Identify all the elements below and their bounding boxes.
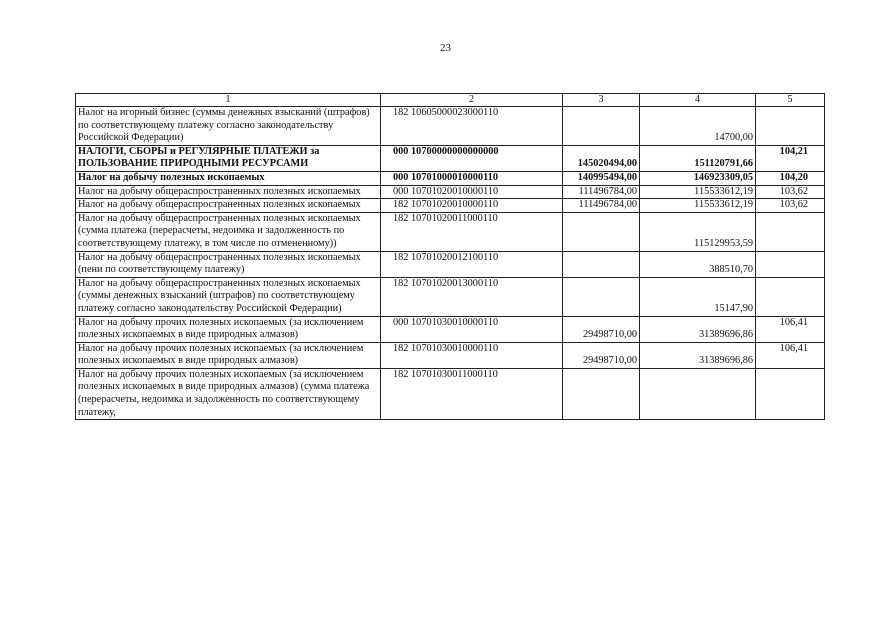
row-percent-cell: 104,21	[756, 145, 825, 171]
row-plan-cell	[563, 107, 640, 146]
row-name-cell: Налог на добычу полезных ископаемых	[76, 171, 381, 185]
row-fact-cell: 31389696,86	[640, 316, 756, 342]
row-name-cell: Налог на добычу прочих полезных ископаемых (за исключением полезных ископаемых в виде природных алмазов)	[76, 342, 381, 368]
row-plan-cell: 29498710,00	[563, 342, 640, 368]
page-number: 23	[440, 42, 451, 54]
row-fact-cell: 31389696,86	[640, 342, 756, 368]
row-code-cell: 000 10701020010000110	[381, 185, 563, 199]
row-code-cell: 182 10701030011000110	[381, 368, 563, 419]
row-plan-cell: 145020494,00	[563, 145, 640, 171]
row-fact-cell: 151120791,66	[640, 145, 756, 171]
row-plan-cell: 111496784,00	[563, 185, 640, 199]
header-col-2: 2	[381, 94, 563, 107]
table-row	[76, 145, 825, 171]
row-percent-cell: 103,62	[756, 199, 825, 213]
row-name-cell: Налог на добычу общераспространенных полезных ископаемых	[76, 185, 381, 199]
row-percent-cell: 106,41	[756, 342, 825, 368]
table-row	[76, 277, 825, 316]
row-percent-cell	[756, 277, 825, 316]
row-name-cell: Налог на добычу общераспространенных полезных ископаемых (сумма платежа (перерасчеты, недоимка и задолженность по соответствующему платежу, в том числе по отмененному))	[76, 212, 381, 251]
row-code-cell: 182 10701020011000110	[381, 212, 563, 251]
table-row	[76, 199, 825, 213]
header-col-3: 3	[563, 94, 640, 107]
row-code-cell: 000 10700000000000000	[381, 145, 563, 171]
row-code-cell: 182 10701030010000110	[381, 342, 563, 368]
table-row	[76, 185, 825, 199]
row-plan-cell	[563, 212, 640, 251]
row-percent-cell: 104,20	[756, 171, 825, 185]
row-code-cell: 182 10701020012100110	[381, 251, 563, 277]
row-name-cell: Налог на добычу общераспространенных полезных ископаемых	[76, 199, 381, 213]
row-percent-cell: 106,41	[756, 316, 825, 342]
header-col-1: 1	[76, 94, 381, 107]
table-row	[76, 316, 825, 342]
row-name-cell: Налог на добычу общераспространенных полезных ископаемых (суммы денежных взысканий (штрафов) по соответствующему платежу согласно законодательству Российской Федерации)	[76, 277, 381, 316]
row-name-cell: Налог на добычу прочих полезных ископаемых (за исключением полезных ископаемых в виде природных алмазов)	[76, 316, 381, 342]
row-name-cell: НАЛОГИ, СБОРЫ и РЕГУЛЯРНЫЕ ПЛАТЕЖИ за ПОЛЬЗОВАНИЕ ПРИРОДНЫМИ РЕСУРСАМИ	[76, 145, 381, 171]
row-fact-cell: 115533612,19	[640, 185, 756, 199]
table-row	[76, 342, 825, 368]
row-plan-cell: 111496784,00	[563, 199, 640, 213]
row-fact-cell: 115129953,59	[640, 212, 756, 251]
row-plan-cell: 140995494,00	[563, 171, 640, 185]
row-fact-cell: 14700,00	[640, 107, 756, 146]
header-col-5: 5	[756, 94, 825, 107]
table-row	[76, 107, 825, 146]
table-row	[76, 171, 825, 185]
row-code-cell: 182 10701020010000110	[381, 199, 563, 213]
row-fact-cell: 115533612,19	[640, 199, 756, 213]
row-fact-cell: 146923309,05	[640, 171, 756, 185]
row-name-cell: Налог на игорный бизнес (суммы денежных взысканий (штрафов) по соответствующему платежу согласно законодательству Российской Федерации)	[76, 107, 381, 146]
row-code-cell: 000 10701000010000110	[381, 171, 563, 185]
row-plan-cell	[563, 368, 640, 419]
row-name-cell: Налог на добычу общераспространенных полезных ископаемых (пени по соответствующему платежу)	[76, 251, 381, 277]
row-name-cell: Налог на добычу прочих полезных ископаемых (за исключением полезных ископаемых в виде природных алмазов) (сумма платежа (перерасчеты, недоимка и задолженность по соответствующему платежу,	[76, 368, 381, 419]
row-fact-cell: 388510,70	[640, 251, 756, 277]
header-col-4: 4	[640, 94, 756, 107]
table-header-row	[76, 94, 825, 107]
row-percent-cell	[756, 107, 825, 146]
row-code-cell: 182 10701020013000110	[381, 277, 563, 316]
budget-table	[75, 93, 825, 420]
table-row	[76, 251, 825, 277]
row-fact-cell: 15147,90	[640, 277, 756, 316]
table-row	[76, 212, 825, 251]
row-percent-cell: 103,62	[756, 185, 825, 199]
row-percent-cell	[756, 251, 825, 277]
row-code-cell: 000 10701030010000110	[381, 316, 563, 342]
row-percent-cell	[756, 212, 825, 251]
row-plan-cell	[563, 251, 640, 277]
row-plan-cell	[563, 277, 640, 316]
row-percent-cell	[756, 368, 825, 419]
row-fact-cell	[640, 368, 756, 419]
table-row	[76, 368, 825, 419]
row-code-cell: 182 10605000023000110	[381, 107, 563, 146]
row-plan-cell: 29498710,00	[563, 316, 640, 342]
